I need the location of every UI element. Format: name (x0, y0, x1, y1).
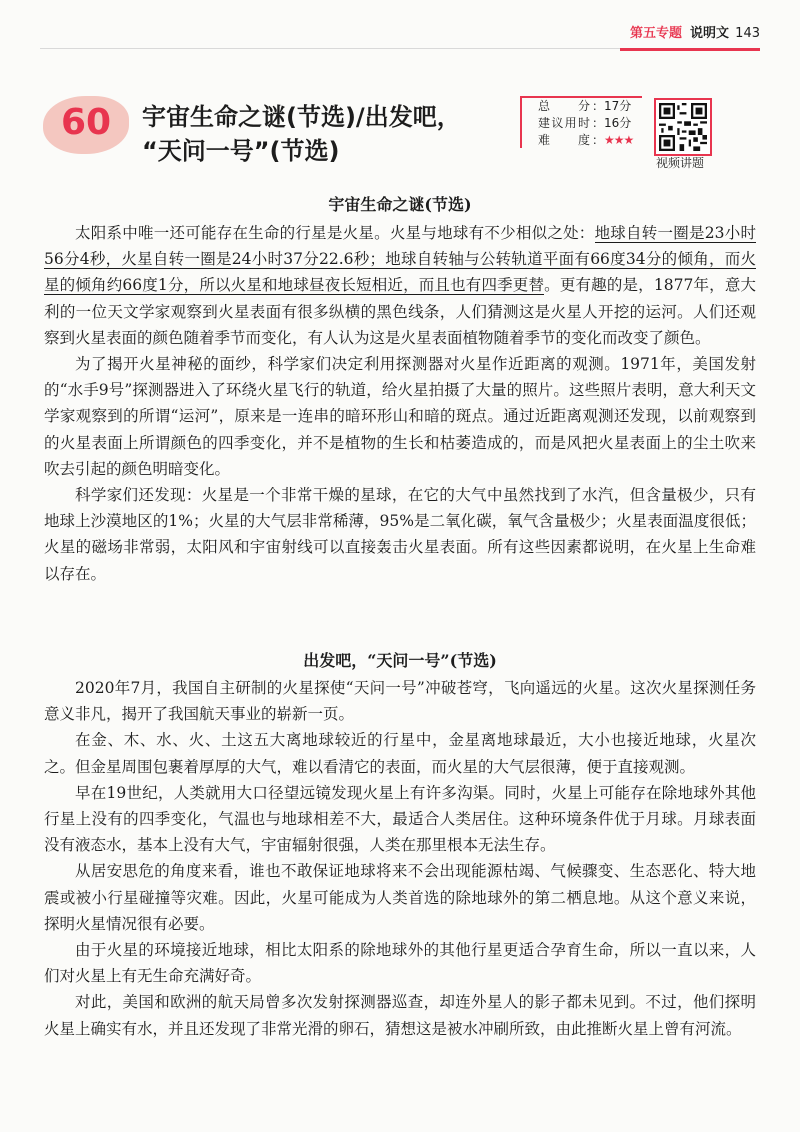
qr-caption: 视频讲题 (655, 156, 704, 170)
difficulty-prefix: ： (592, 133, 605, 147)
lesson-number: 60 (60, 102, 112, 143)
suggested-time-row (538, 115, 642, 132)
section1-body (44, 220, 756, 587)
section2-paragraph-1: 2020年7月，我国自主研制的火星探使“天问一号”冲破苍穹，飞向遥远的火星。这次火星探测任务意义非凡，揭开了我国航天事业的崭新一页。 (44, 679, 756, 724)
suggested-time-label: 建议用时 (538, 116, 590, 130)
difficulty-row (538, 132, 642, 149)
difficulty-stars: ★★★ (604, 133, 634, 147)
section1-paragraph-3: 科学家们还发现：火星是一个非常干燥的星球，在它的大气中虽然找到了水汽，但含量极少，只有地球上沙漠地区的1%；火星的大气层非常稀薄，95%是二氧化碳，氧气含量极少；火星表面温度很低；火星的磁场非常弱，太阳风和宇宙射线可以直接轰击火星表面。所有这些因素都说明，在火星上生命难以存在。 (44, 486, 756, 583)
topic-label: 第五专题 (630, 26, 683, 41)
header-accent-bar (620, 48, 760, 51)
suggested-time-value: ：16分 (592, 116, 632, 130)
section1-paragraph-1 (44, 220, 756, 351)
section2-paragraph-5: 由于火星的环境接近地球，相比太阳系的除地球外的其他行星更适合孕育生命，所以一直以来，人们对火星上有无生命充满好奇。 (44, 941, 756, 986)
qr-code-icon (659, 103, 707, 151)
page-number: 143 (735, 26, 760, 41)
lesson-title-line1: 宇宙生命之谜(节选)/出发吧， (142, 103, 461, 131)
section1-paragraph-2: 为了揭开火星神秘的面纱，科学家们决定利用探测器对火星作近距离的观测。1971年，美国发射的“水手9号”探测器进入了环绕火星飞行的轨道，给火星拍摄了大量的照片。这些照片表明，意大利天文学家观察到的所谓“运河”，原来是一连串的暗环形山和暗的斑点。通过近距离观测还发现，以前观察到的火星表面上所谓颜色的四季变化，并不是植物的生长和枯萎造成的，而是风把火星表面上的尘土吹来吹去引起的颜色明暗变化。 (44, 355, 756, 478)
lesson-number-badge (43, 96, 129, 154)
total-score-value: ：17分 (592, 99, 632, 113)
section2-title: 出发吧，“天问一号”(节选) (303, 651, 497, 670)
genre-label: 说明文 (690, 26, 730, 41)
exercise-info-box (520, 96, 642, 148)
running-header (630, 22, 760, 41)
section1-title: 宇宙生命之谜(节选) (328, 195, 472, 214)
lesson-title-line2: “天问一号”(节选) (142, 137, 340, 165)
section2-body (44, 675, 756, 1042)
lesson-title (142, 100, 502, 168)
difficulty-label: 难度 (538, 133, 590, 147)
total-score-row (538, 98, 642, 115)
section2-paragraph-3: 早在19世纪，人类就用大口径望远镜发现火星上有许多沟渠。同时，火星上可能存在除地球外其他行星上没有的四季变化，气温也与地球相差不大，最适合人类居住。这种环境条件优于月球。月球表面没有液态水，基本上没有大气，宇宙辐射很强，人类在那里根本无法生存。 (44, 783, 756, 855)
qr-code[interactable] (654, 98, 712, 156)
section2-paragraph-6: 对此，美国和欧洲的航天局曾多次发射探测器巡查，却连外星人的影子都未见到。不过，他们探明火星上确实有水，并且还发现了非常光滑的卵石，猜想这是被水冲刷所致，由此推断火星上曾有河流。 (44, 993, 756, 1038)
total-score-label: 总分 (538, 99, 590, 113)
section1-paragraph-1-lead: 太阳系中唯一还可能存在生命的行星是火星。火星与地球有不少相似之处： (75, 224, 595, 242)
underlined-passage: 地球自转一圈是23小时56分4秒，火星自转一圈是24小时37分22.6秒；地球自转轴与公转轨道平面有66度34分的倾角，而火星的倾角约66度1分，所以火星和地球昼夜长短相近，而且也有四季更替 (44, 224, 756, 295)
section2-paragraph-4: 从居安思危的角度来看，谁也不敢保证地球将来不会出现能源枯竭、气候骤变、生态恶化、特大地震或被小行星碰撞等灾难。因此，火星可能成为人类首选的除地球外的第二栖息地。从这个意义来说，探明火星情况很有必要。 (44, 862, 756, 933)
section2-paragraph-2: 在金、木、水、火、土这五大离地球较近的行星中，金星离地球最近，大小也接近地球，火星次之。但金星周围包裹着厚厚的大气，难以看清它的表面，而火星的大气层很薄，便于直接观测。 (44, 731, 756, 776)
section1-paragraph-1-rest: 。更有趣的是，1877年，意大利的一位天文学家观察到火星表面有很多纵横的黑色线条，人们猜测这是火星人开挖的运河。人们还观察到火星表面的颜色随着季节而变化，有人认为这是火星表面植物随着季节的变化而改变了颜色。 (44, 276, 756, 347)
